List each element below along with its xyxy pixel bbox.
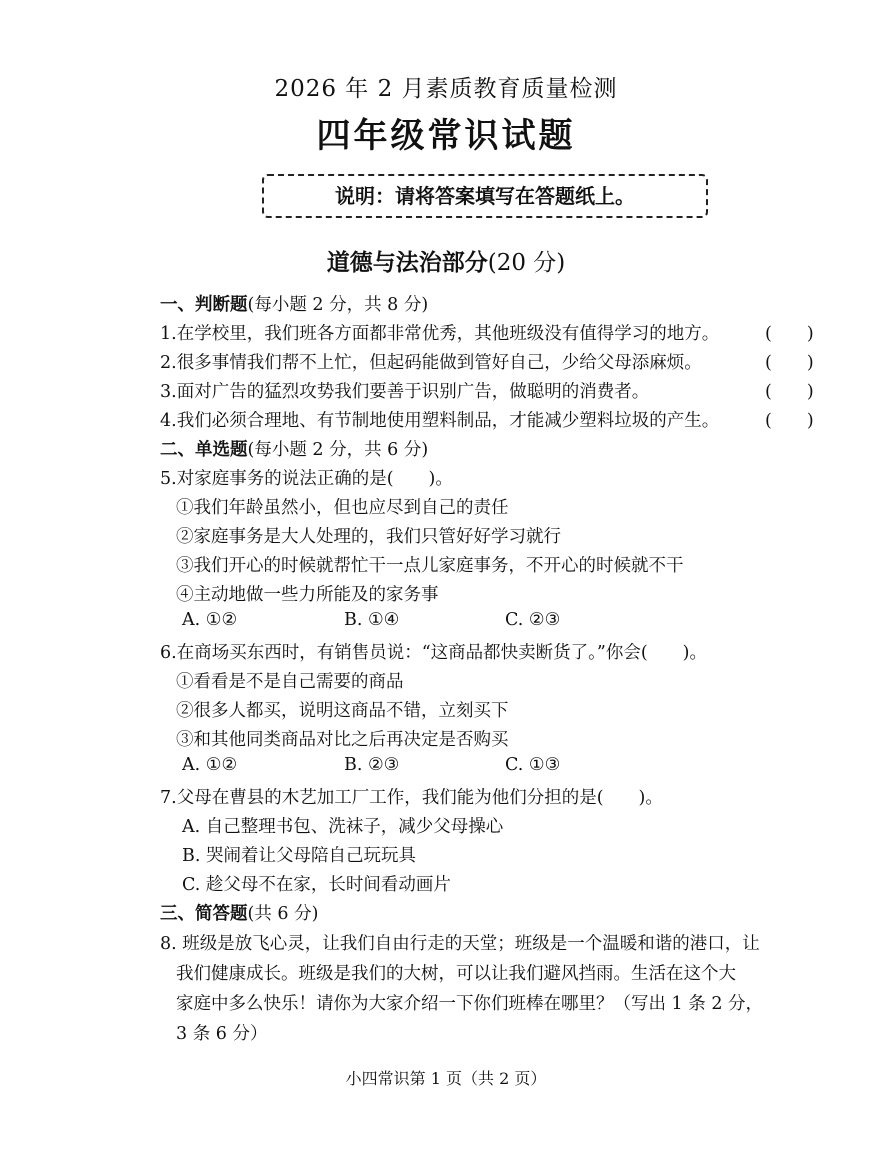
answer-paren-2: ( ) <box>765 353 814 373</box>
q6-statement-1: ①看看是不是自己需要的商品 <box>176 672 404 692</box>
question-8-line-2: 我们健康成长。班级是我们的大树，可以让我们避风挡雨。生活在这个大 <box>176 964 736 984</box>
answer-paren-3: ( ) <box>765 382 814 402</box>
q7-option-a: A. 自己整理书包、洗袜子，减少父母操心 <box>182 817 504 837</box>
q6-statement-3: ③和其他同类商品对比之后再决定是否购买 <box>176 730 509 750</box>
section-title <box>0 244 892 277</box>
q6-option-a: A. ①② <box>182 755 238 775</box>
exam-title: 四年级常识试题 <box>316 116 576 156</box>
q7-option-b: B. 哭闹着让父母陪自己玩玩具 <box>182 846 416 866</box>
exam-date: 2026 年 2 月素质教育质量检测 <box>274 76 618 102</box>
q6-option-b: B. ②③ <box>344 755 400 775</box>
part2-heading <box>160 436 428 461</box>
part3-note: (共 6 分) <box>247 904 319 924</box>
q6-statement-2: ②很多人都买，说明这商品不错，立刻买下 <box>176 701 509 721</box>
part1-title: 一、判断题 <box>160 295 248 315</box>
part2-title: 二、单选题 <box>160 440 248 460</box>
section-name: 道德与法治部分 <box>326 250 488 276</box>
q7-option-c: C. 趁父母不在家，长时间看动画片 <box>182 875 451 895</box>
q6-option-c: C. ①③ <box>505 755 561 775</box>
q5-option-c: C. ②③ <box>505 610 561 630</box>
answer-paren-4: ( ) <box>765 411 814 431</box>
question-6-stem: 6.在商场买东西时，有销售员说：“这商品都快卖断货了。”你会( )。 <box>160 643 707 663</box>
section-score: (20 分) <box>487 250 566 276</box>
answer-paren-1: ( ) <box>765 324 814 344</box>
part1-note: (每小题 2 分，共 8 分) <box>247 295 429 315</box>
question-5-stem: 5.对家庭事务的说法正确的是( )。 <box>160 469 453 489</box>
page-footer: 小四常识第 1 页（共 2 页） <box>345 1069 547 1088</box>
question-3: 3.面对广告的猛烈攻势我们要善于识别广告，做聪明的消费者。 <box>160 382 650 402</box>
instruction-box: 说明：请将答案填写在答题纸上。 <box>262 174 708 218</box>
q5-statement-2: ②家庭事务是大人处理的，我们只管好好学习就行 <box>176 527 561 547</box>
q5-option-b: B. ①④ <box>344 610 400 630</box>
q5-option-a: A. ①② <box>182 610 238 630</box>
q5-statement-3: ③我们开心的时候就帮忙干一点儿家庭事务，不开心的时候就不干 <box>176 556 684 576</box>
question-8-line-1: 8. 班级是放飞心灵，让我们自由行走的天堂；班级是一个温暖和谐的港口，让 <box>160 934 760 954</box>
q5-statement-4: ④主动地做一些力所能及的家务事 <box>176 585 439 605</box>
question-2: 2.很多事情我们帮不上忙，但起码能做到管好自己，少给父母添麻烦。 <box>160 353 702 373</box>
question-4: 4.我们必须合理地、有节制地使用塑料制品，才能减少塑料垃圾的产生。 <box>160 411 720 431</box>
question-7-stem: 7.父母在曹县的木艺加工厂工作，我们能为他们分担的是( )。 <box>160 788 663 808</box>
question-8-line-4: 3 条 6 分） <box>176 1024 268 1044</box>
part2-note: (每小题 2 分，共 6 分) <box>247 440 429 460</box>
part3-title: 三、简答题 <box>160 904 248 924</box>
part1-heading <box>160 291 428 316</box>
part3-heading <box>160 900 318 925</box>
q5-statement-1: ①我们年龄虽然小，但也应尽到自己的责任 <box>176 498 509 518</box>
question-8-line-3: 家庭中多么快乐！请你为大家介绍一下你们班棒在哪里？（写出 1 条 2 分， <box>176 994 764 1014</box>
question-1: 1.在学校里，我们班各方面都非常优秀，其他班级没有值得学习的地方。 <box>160 324 720 344</box>
